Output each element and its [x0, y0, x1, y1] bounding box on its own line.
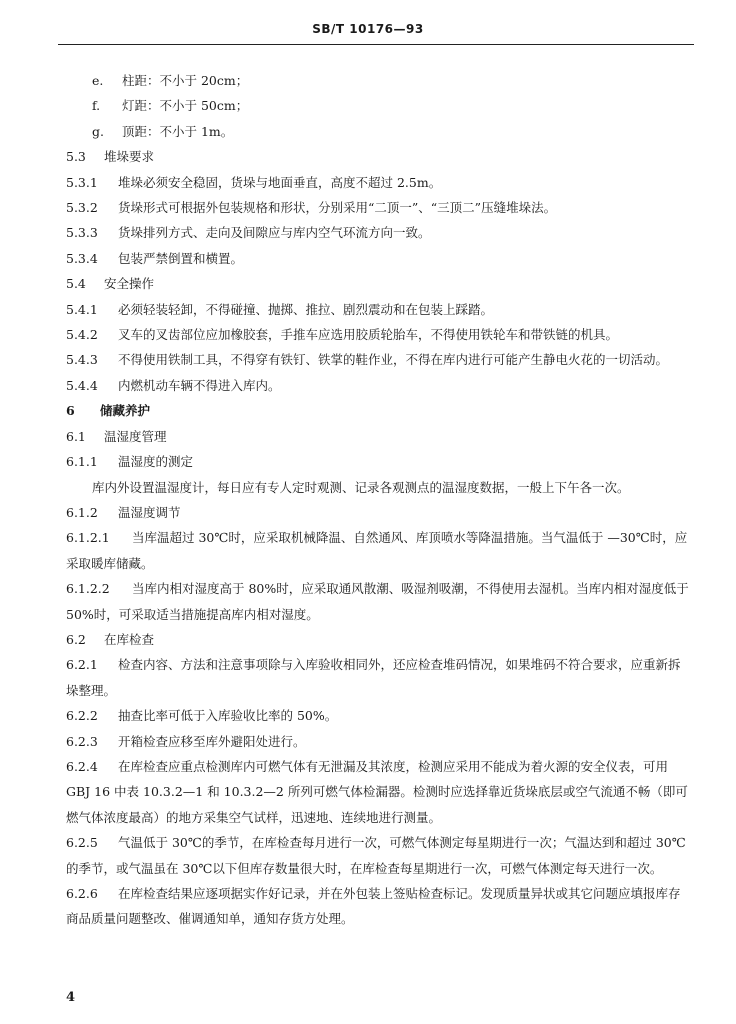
clause-number: 6.1.2.2 [66, 581, 110, 597]
clause-6-1 [66, 424, 691, 449]
clause-number: 6.1.2.1 [66, 530, 110, 546]
clause-title: 在库检查 [104, 631, 155, 647]
clause-number: 6.2.3 [66, 733, 98, 749]
clause-number: 5.4.3 [66, 352, 98, 368]
clause-text: 检查内容、方法和注意事项除与入库验收相同外，还应检查堆码情况，如果堆码不符合要求，应重新拆垛整理。 [66, 657, 681, 698]
clause-number: 5.4.2 [66, 327, 98, 343]
clause-6-1-2 [66, 500, 691, 525]
clause-5-4 [66, 271, 691, 296]
clause-number: 5.4.4 [66, 377, 98, 393]
section-6-heading [66, 398, 691, 423]
clause-5-4-2 [66, 322, 691, 347]
clause-number: 5.3.3 [66, 225, 98, 241]
clause-number: 5.3.1 [66, 174, 98, 190]
clause-5-4-1 [66, 297, 691, 322]
clause-title: 温湿度管理 [104, 428, 167, 444]
list-item-e [66, 68, 691, 93]
clause-number: 5.4 [66, 276, 86, 292]
clause-6-2-4 [66, 754, 691, 830]
clause-title: 温湿度的测定 [118, 454, 194, 470]
clause-number: 6.1.1 [66, 454, 98, 470]
clause-text: 堆垛必须安全稳固，货垛与地面垂直，高度不超过 2.5m。 [118, 174, 442, 190]
clause-text: 当库内相对湿度高于 80%时，应采取通风散潮、吸湿剂吸潮，不得使用去湿机。当库内相对湿度低于 50%时，可采取适当措施提高库内相对湿度。 [66, 581, 689, 622]
clause-text: 气温低于 30℃的季节，在库检查每月进行一次，可燃气体测定每星期进行一次；气温达到和超过 30℃的季节，或气温虽在 30℃以下但库存数量很大时，在库检查每星期进行一次，可燃气体测定每天进行一次。 [66, 835, 686, 876]
clause-6-1-1-body: 库内外设置温湿度计，每日应有专人定时观测、记录各观测点的温湿度数据，一般上下午各一次。 [92, 479, 630, 495]
clause-text: 不得使用铁制工具，不得穿有铁钉、铁掌的鞋作业，不得在库内进行可能产生静电火花的一切活动。 [118, 352, 669, 368]
clause-text: 开箱检查应移至库外避阳处进行。 [118, 733, 306, 749]
clause-6-2-2 [66, 703, 691, 728]
item-number: g. [92, 123, 104, 139]
header-rule [58, 44, 694, 45]
item-number: f. [92, 98, 101, 114]
clause-6-1-1 [66, 449, 691, 474]
clause-text: 当库温超过 30℃时，应采取机械降温、自然通风、库顶喷水等降温措施。当气温低于 —30℃时，应采取暖库储藏。 [66, 530, 688, 571]
clause-6-2-6 [66, 881, 691, 932]
item-text: 顶距：不小于 1m。 [122, 123, 234, 139]
document-body [66, 68, 691, 932]
clause-6-2-1 [66, 652, 691, 703]
clause-number: 6.2.5 [66, 835, 98, 851]
clause-number: 6.1 [66, 428, 86, 444]
clause-6-2 [66, 627, 691, 652]
clause-5-3-1 [66, 170, 691, 195]
clause-number: 5.3.2 [66, 200, 98, 216]
clause-text: 抽查比率可低于入库验收比率的 50%。 [118, 708, 338, 724]
item-text: 柱距：不小于 20cm； [122, 73, 249, 88]
clause-5-3-4 [66, 246, 691, 271]
clause-6-2-5 [66, 830, 691, 881]
clause-number: 6.2.4 [66, 758, 98, 774]
clause-text: 在库检查应重点检测库内可燃气体有无泄漏及其浓度，检测应采用不能成为着火源的安全仪表，可用 GBJ 16 中表 10.3.2—1 和 10.3.2—2 所列可燃气体检漏器。检测时应选择靠近货垛底层或空气流通不畅（即可燃气体浓度最高）的地方采集空气试样，迅速地、连续地进行测量。 [66, 758, 688, 825]
clause-number: 5.4.1 [66, 301, 98, 317]
clause-number: 6.2 [66, 631, 86, 647]
clause-6-2-3 [66, 729, 691, 754]
clause-text: 货垛形式可根据外包装规格和形状，分别采用“二顶一”、“三顶二”压缝堆垛法。 [118, 200, 557, 216]
clause-title: 堆垛要求 [104, 149, 155, 165]
item-number: e. [92, 73, 104, 88]
clause-title: 温湿度调节 [118, 504, 181, 520]
clause-5-3-2 [66, 195, 691, 220]
item-text: 灯距：不小于 50cm； [122, 98, 249, 114]
section-title: 储藏养护 [100, 403, 151, 419]
clause-5-4-3 [66, 347, 691, 372]
clause-6-1-2-1 [66, 525, 691, 576]
list-item-f [66, 93, 691, 118]
page-number: 4 [66, 990, 76, 1005]
clause-5-4-4 [66, 373, 691, 398]
clause-text: 货垛排列方式、走向及间隙应与库内空气环流方向一致。 [118, 225, 431, 241]
clause-text: 必须轻装轻卸，不得碰撞、抛掷、推拉、剧烈震动和在包装上踩踏。 [118, 301, 494, 317]
clause-title: 安全操作 [104, 276, 155, 292]
clause-number: 6.2.1 [66, 657, 98, 673]
clause-text: 包装严禁倒置和横置。 [118, 250, 244, 266]
clause-5-3-3 [66, 220, 691, 245]
standard-number-header: SB/T 10176—93 [312, 22, 424, 36]
clause-number: 6.2.6 [66, 886, 98, 901]
section-number: 6 [66, 403, 75, 419]
list-item-g [66, 119, 691, 144]
clause-number: 5.3 [66, 149, 86, 165]
clause-text: 在库检查结果应逐项据实作好记录，并在外包装上签贴检查标记。发现质量异状或其它问题应填报库存商品质量问题整改、催调通知单，通知存货方处理。 [66, 886, 681, 927]
clause-5-3 [66, 144, 691, 169]
clause-number: 6.1.2 [66, 504, 98, 520]
clause-number: 6.2.2 [66, 708, 98, 724]
clause-number: 5.3.4 [66, 250, 98, 266]
clause-text: 叉车的叉齿部位应加橡胶套，手推车应选用胶质轮胎车，不得使用铁轮车和带铁链的机具。 [118, 327, 619, 343]
clause-6-1-2-2 [66, 576, 691, 627]
clause-text: 内燃机动车辆不得进入库内。 [118, 377, 281, 393]
